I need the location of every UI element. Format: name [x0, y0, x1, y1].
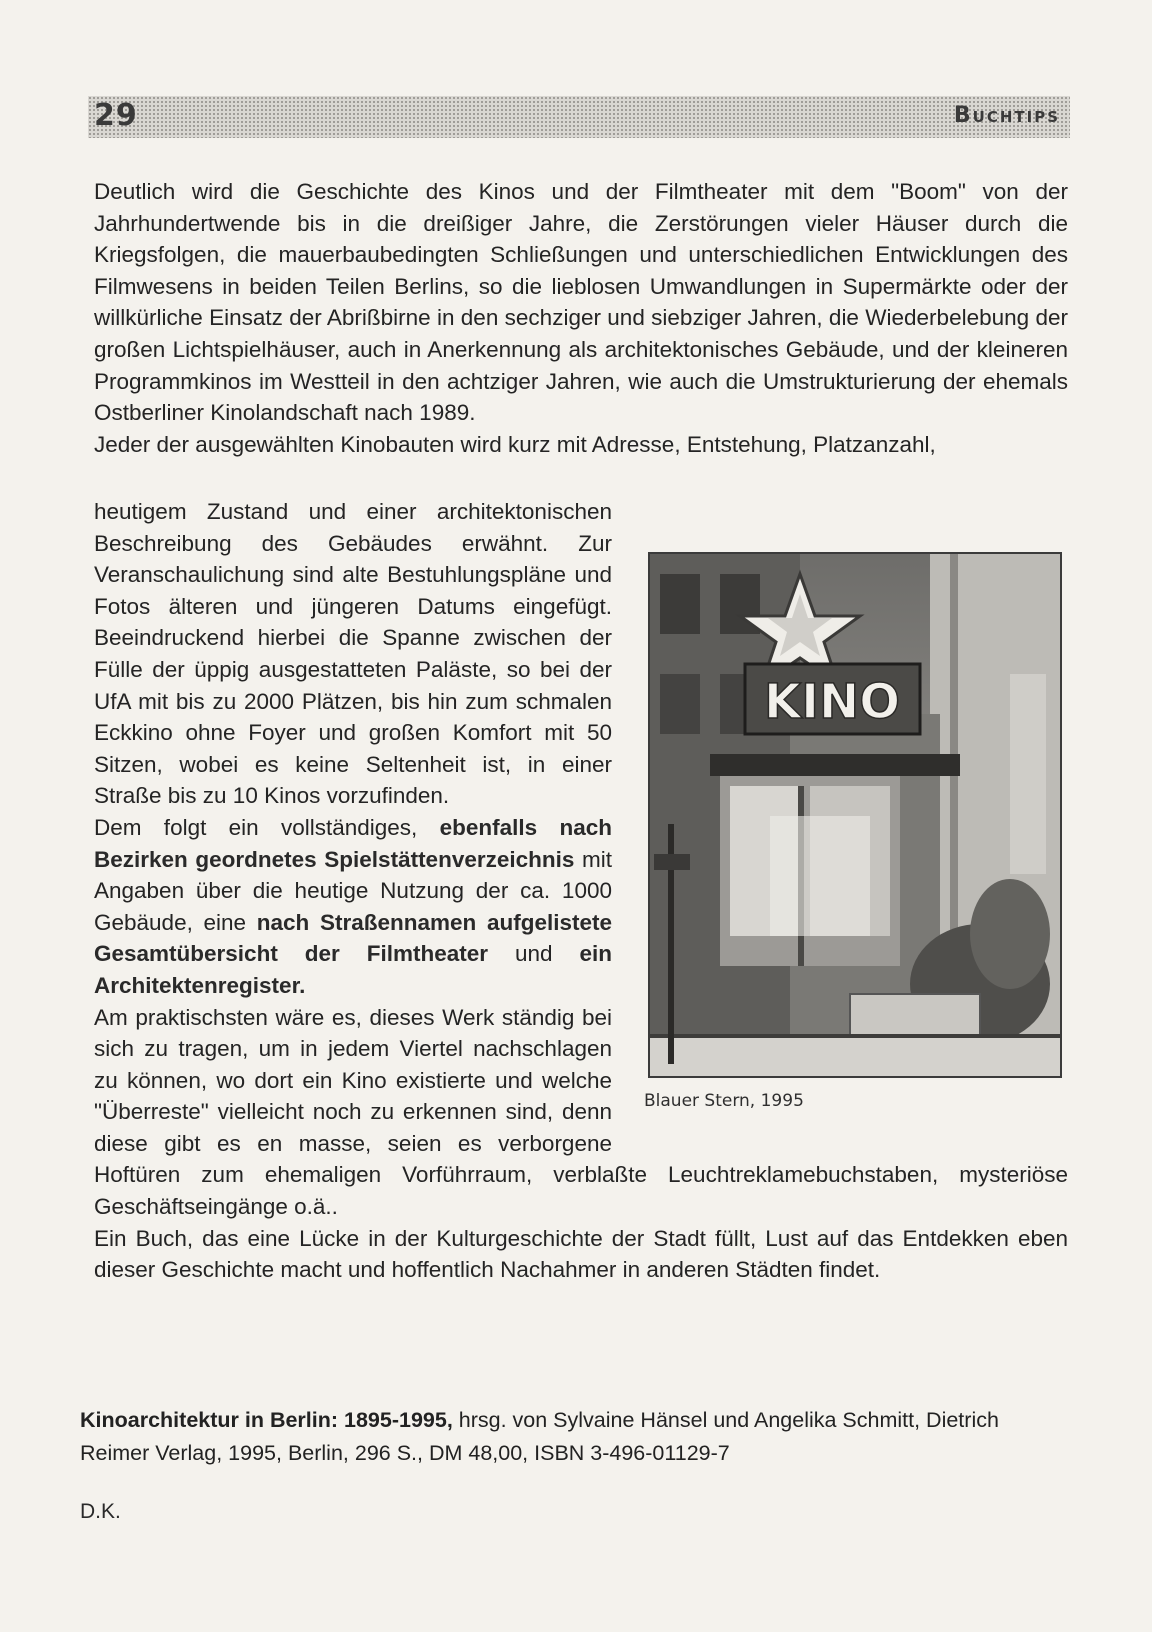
- article-body: [94, 496, 1068, 1286]
- paragraph-history: Deutlich wird die Geschichte des Kinos und der Filmtheater mit dem "Boom" von der Jahrhundertwende bis in die dreißiger Jahre, die Zerstörungen vieler Häuser durch die Kriegsfolgen, die mauerbaubedingten Schließungen und unterschiedlichen Entwicklungen des Filmwesens in beiden Teilen Berlins, so die lieblosen Umwandlungen in Supermärkte oder der willkürliche Einsatz der Abrißbirne in den sechziger und siebziger Jahren, die Wiederbelebung der großen Lichtspielhäuser, auch in Anerkennung als architektonisches Gebäude, und der kleineren Programmkinos im Westteil in den achtziger Jahren, wie auch die Umstrukturierung der ehemals Ostberliner Kinolandschaft nach 1989.: [94, 179, 1068, 426]
- page-header: [88, 96, 1070, 138]
- indexes-bold-1: ebenfalls nach Bezirken geordnetes Spielstättenverzeichnis: [94, 814, 612, 872]
- page-number: 29: [94, 98, 138, 133]
- book-details: hrsg. von Sylvaine Hänsel und Angelika Schmitt, Dietrich Reimer Verlag, 1995, Berlin, 296 S., DM 48,00, ISBN 3-496-01129-7: [80, 1408, 999, 1465]
- cinema-photo: [648, 552, 1062, 1078]
- indexes-bold-3: ein Architektenregister.: [94, 941, 613, 998]
- article-intro: [94, 176, 1068, 460]
- cinema-photo-image: [650, 554, 1060, 1076]
- book-credit-text: [80, 1404, 1070, 1470]
- indexes-bold-2: nach Straßennamen aufgelistete Gesamtübersicht der Filmtheater: [94, 909, 612, 967]
- paragraph-practical: Am praktischsten wäre es, dieses Werk ständig bei sich zu tragen, um in jedem Viertel nachschlagen zu können, wo dort ein Kino existierte und welche "Überreste" vielleicht noch zu erkennen sind, denn diese gibt es en masse, seien es verborgene Hoftüren zum ehemaligen Vorführraum, verblaßte Leuchtreklamebuchstaben, mysteriöse Geschäftseingänge o.ä..: [94, 1004, 1068, 1220]
- paragraph-buildings-first-line: Jeder der ausgewählten Kinobauten wird kurz mit Adresse, Entstehung, Platzanzahl,: [94, 431, 936, 457]
- kino-sign-text: KINO: [763, 674, 901, 730]
- indexes-text-2: mit Angaben über die heutige Nutzung der ca. 1000 Gebäude, eine: [94, 846, 612, 935]
- book-title: Kinoarchitektur in Berlin: 1895-1995,: [80, 1408, 453, 1432]
- book-credit: [80, 1404, 1070, 1470]
- paragraph-buildings: heutigem Zustand und einer architektonischen Beschreibung des Gebäudes erwähnt. Zur Veranschaulichung sind alte Bestuhlungspläne und Fotos älteren und jüngeren Datums eingefügt. Beeindruckend hierbei die Spanne zwischen der Fülle der üppig ausgestatteten Paläste, so bei der UfA mit bis zu 2000 Plätzen, bis hin zum schmalen Eckkino ohne Foyer und großen Komfort mit 50 Sitzen, wobei es keine Seltenheit ist, in einer Straße bis zu 10 Kinos vorzufinden.: [94, 499, 612, 809]
- indexes-text-3: und: [488, 941, 580, 967]
- photo-figure: [638, 496, 1068, 1132]
- paragraph-conclusion: Ein Buch, das eine Lücke in der Kulturgeschichte der Stadt füllt, Lust auf das Entdekken eben dieser Geschichte macht und hoffentlich Nachahmer in anderen Städten findet.: [94, 1225, 1068, 1283]
- photo-caption: Blauer Stern, 1995: [644, 1091, 804, 1111]
- section-title: Buchtips: [953, 103, 1060, 128]
- indexes-text-1: Dem folgt ein vollständiges,: [94, 814, 440, 840]
- author-initials: D.K.: [80, 1500, 121, 1523]
